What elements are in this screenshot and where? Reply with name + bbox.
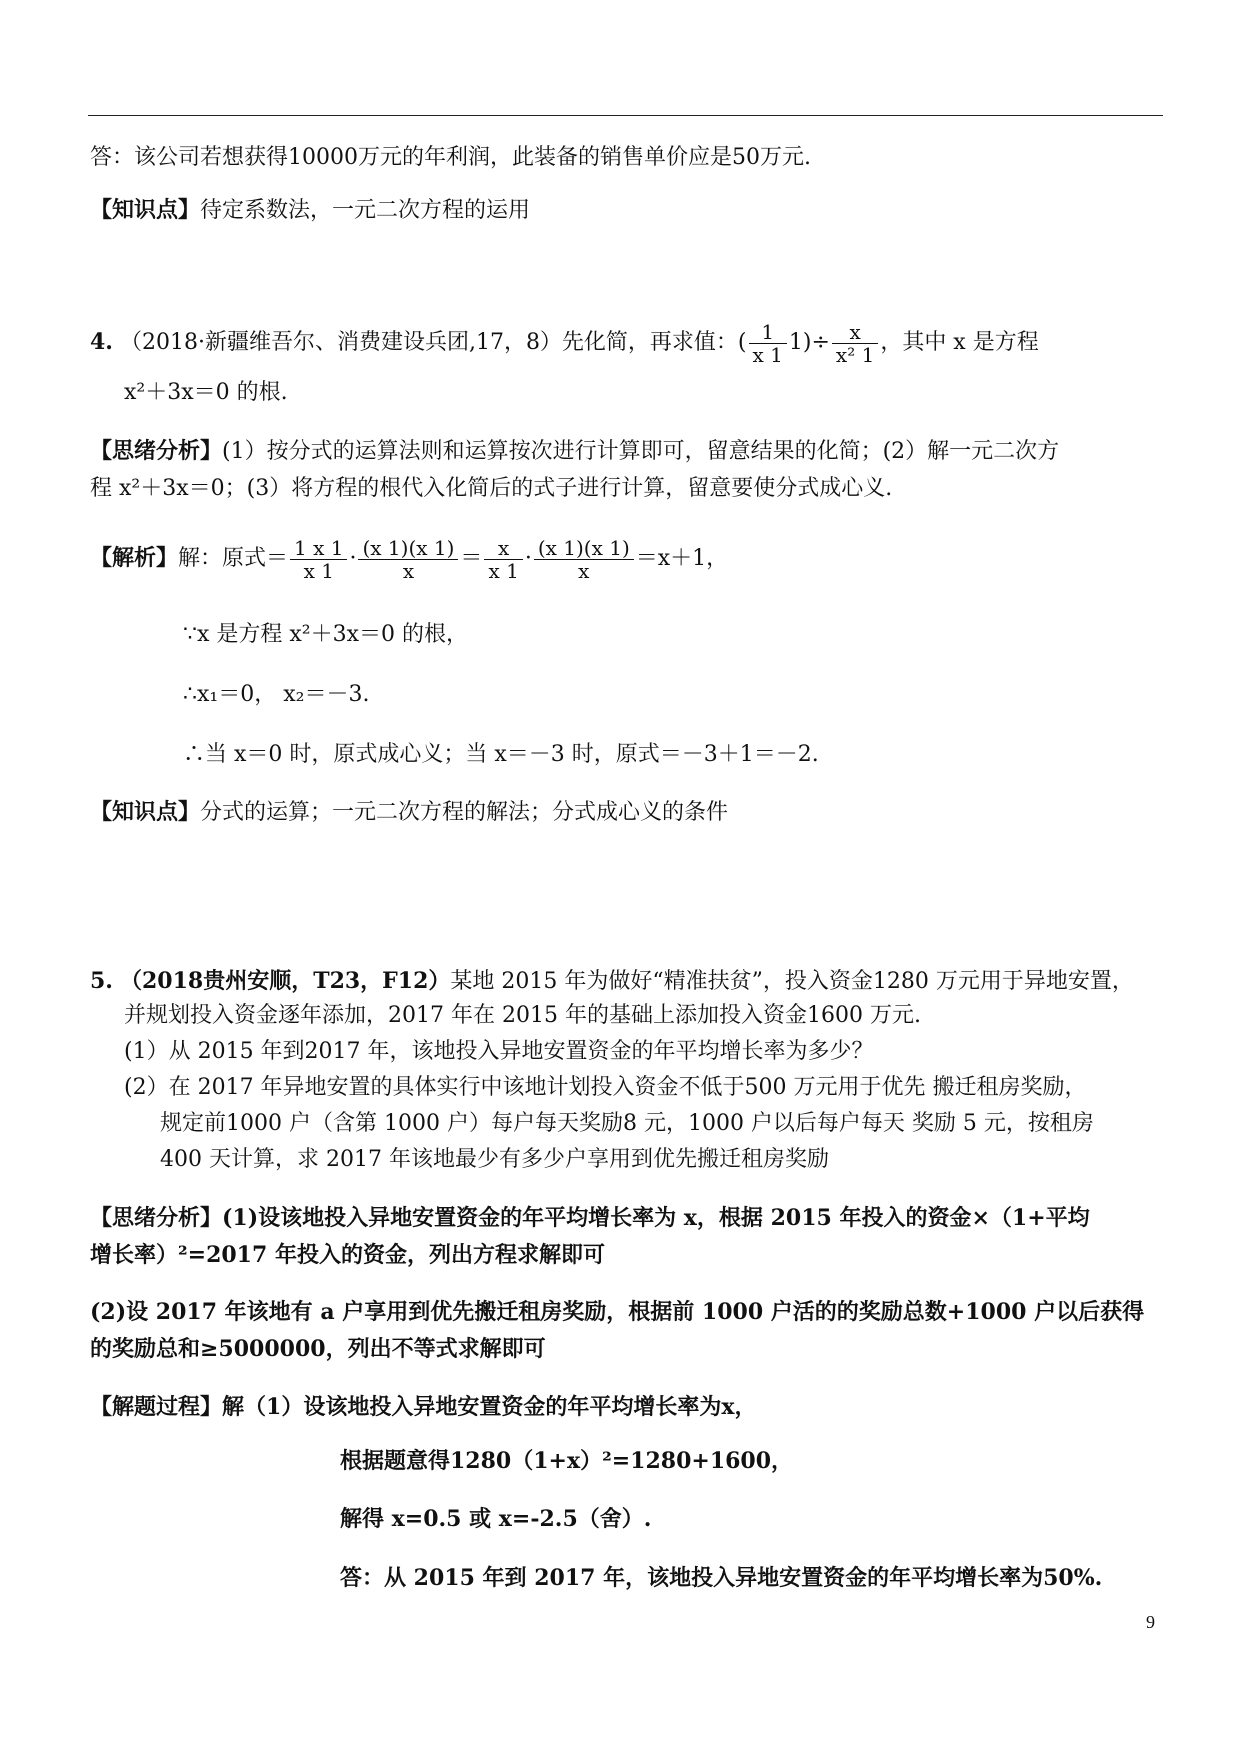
q5-part-2-line-1: (2）在 2017 年异地安置的具体实行中该地计划投入资金不低于500 万元用于优先 搬迁租房奖励， (124, 1075, 1087, 1100)
knowledge-label: 【知识点】 (90, 799, 201, 825)
q4-stem-b: ，其中 x 是方程 (880, 330, 1039, 355)
page-number: 9 (1146, 1612, 1155, 1632)
fraction (358, 537, 458, 582)
q3-answer: 答：该公司若想获得10000万元的年利润，此装备的销售单价应是50万元. (90, 145, 811, 170)
analysis-label: 【思绪分析】 (90, 1205, 223, 1231)
process-text: 解（1）设该地投入异地安置资金的年平均增长率为x， (222, 1394, 757, 1420)
q4-step-2: ∴x₁＝0， x₂＝－3. (183, 682, 370, 707)
q5-stem-1 (90, 966, 1134, 997)
q5-process-1 (90, 1392, 756, 1422)
q4-stem (90, 316, 1039, 369)
knowledge-text: 分式的运算；一元二次方程的解法；分式成心义的条件 (200, 800, 729, 825)
fraction (484, 537, 522, 582)
fraction (534, 537, 634, 582)
solution-result: ＝x＋1， (635, 546, 729, 571)
q4-stem-a: （2018·新疆维吾尔、消费建设兵团,17，8）先化简，再求值：( (119, 330, 747, 355)
q4-analysis-1 (90, 436, 1059, 467)
q5-part-2-line-2: 规定前1000 户（含第 1000 户）每户每天奖励8 元，1000 户以后每户每天 奖励 5 元，按租房 (160, 1111, 1094, 1136)
stem-text: 某地 2015 年为做好“精准扶贫”，投入资金1280 万元用于异地安置， (450, 969, 1134, 994)
q5-analysis-4: 的奖励总和≥5000000，列出不等式求解即可 (90, 1336, 546, 1362)
analysis-text: (1)设该地投入异地安置资金的年平均增长率为 x，根据 2015 年投入的资金×（1+平均 (222, 1205, 1090, 1231)
q4-stem-c: x²＋3x＝0 的根. (124, 380, 288, 405)
equals-sign: ＝ (460, 546, 483, 571)
knowledge-label: 【知识点】 (90, 197, 201, 223)
fraction-numerator: (x 1)(x 1) (358, 537, 458, 560)
fraction-denominator: x (402, 558, 415, 583)
header-rule (88, 115, 1163, 116)
q5-process-2: 根据题意得1280（1+x）²=1280+1600， (340, 1448, 794, 1474)
fraction-denominator: x (578, 558, 590, 583)
fraction-denominator: x 1 (752, 342, 783, 367)
q4-step-1: ∵x 是方程 x²＋3x＝0 的根， (183, 622, 469, 647)
fraction (290, 537, 347, 582)
q5-part-2-line-3: 400 天计算，求 2017 年该地最少有多少户享用到优先搬迁租房奖励 (160, 1147, 829, 1172)
q5-process-4: 答：从 2015 年到 2017 年，该地投入异地安置资金的年平均增长率为50%. (340, 1565, 1103, 1591)
fraction-numerator: 1 x 1 (290, 537, 347, 560)
q4-analysis-2: 程 x²＋3x＝0；(3）将方程的根代入化简后的式子进行计算，留意要使分式成心义. (90, 476, 893, 501)
solution-prefix: 解：原式＝ (178, 546, 289, 571)
q5-process-3: 解得 x=0.5 或 x=-2.5（舍）. (340, 1506, 652, 1532)
fraction-numerator: x (484, 537, 522, 560)
q4-solution: 【解析】解：原式＝ $\frac{1 x 1}{x 1}$ · $\frac{(x 1)(x 1)}{x}$ ＝ $\frac{x}{x 1}$ · $\frac{(x 1)(x 1)}{x}$ ＝x＋1， (90, 535, 729, 583)
process-label: 【解题过程】 (90, 1394, 223, 1420)
fraction (832, 321, 878, 366)
fraction-numerator: 1 (749, 321, 787, 344)
question-source: （2018贵州安顺，T23，F12） (119, 968, 451, 994)
q5-analysis-1 (90, 1203, 1090, 1233)
q5-analysis-3: (2)设 2017 年该地有 a 户享用到优先搬迁租房奖励，根据前 1000 户活的的奖励总数+1000 户以后获得 (90, 1299, 1145, 1325)
q5-analysis-2: 增长率）²=2017 年投入的资金，列出方程求解即可 (90, 1242, 605, 1268)
q5-part-1: (1）从 2015 年到2017 年，该地投入异地安置资金的年平均增长率为多少？ (124, 1039, 874, 1064)
question-number: 4. (90, 329, 113, 355)
fraction-denominator: x 1 (488, 558, 519, 583)
fraction-denominator: x 1 (303, 558, 334, 583)
knowledge-text: 待定系数法，一元二次方程的运用 (200, 198, 531, 223)
q3-knowledge (90, 195, 530, 226)
q4-stem-mid: 1)÷ (788, 330, 830, 355)
q4-knowledge (90, 797, 728, 828)
solution-label: 【解析】 (90, 545, 179, 571)
fraction-denominator: x² 1 (835, 342, 875, 367)
analysis-text: (1）按分式的运算法则和运算按次进行计算即可，留意结果的化简；(2）解一元二次方 (222, 439, 1060, 464)
q5-stem-2: 并规划投入资金逐年添加，2017 年在 2015 年的基础上添加投入资金1600 万元. (124, 1003, 921, 1028)
fraction-numerator: x (832, 321, 878, 344)
question-number: 5. (90, 968, 113, 994)
fraction-numerator: (x 1)(x 1) (534, 537, 634, 560)
q4-step-3: ∴当 x＝0 时，原式成心义；当 x＝－3 时，原式＝－3＋1＝－2. (183, 742, 819, 767)
analysis-label: 【思绪分析】 (90, 438, 223, 464)
fraction (749, 321, 787, 366)
